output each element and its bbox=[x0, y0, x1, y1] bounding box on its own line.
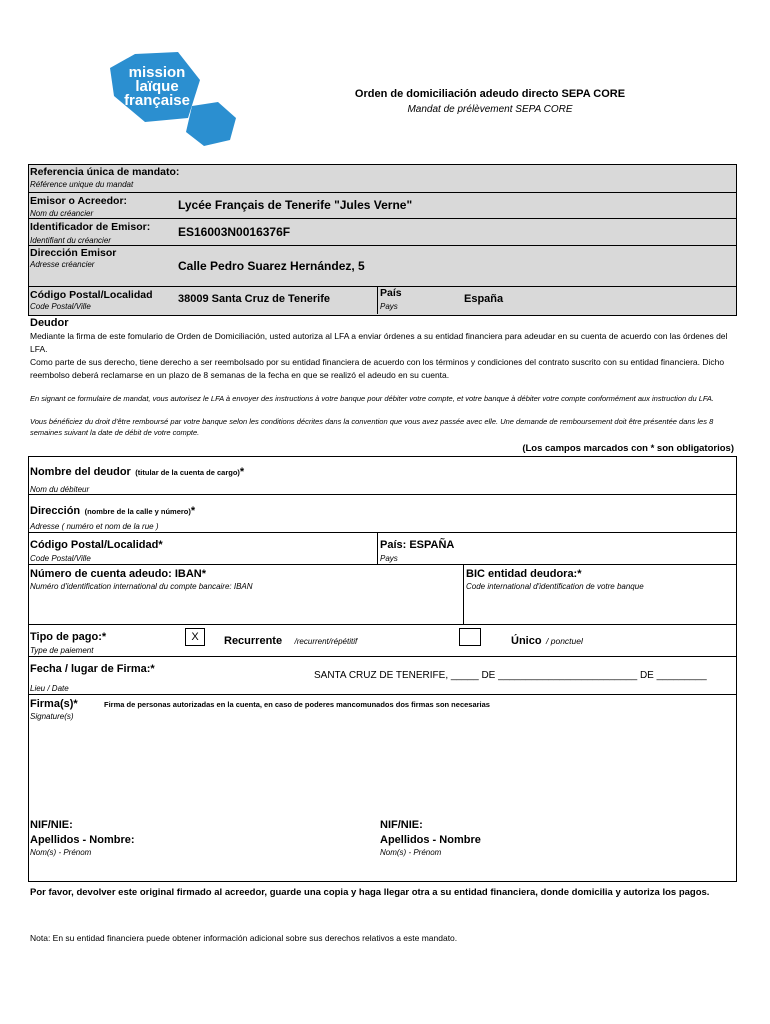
recurrente-label: Recurrente bbox=[224, 635, 283, 647]
bic-field[interactable] bbox=[466, 594, 731, 620]
unico-label: Único bbox=[511, 635, 542, 647]
pais-sub: Pays bbox=[380, 302, 398, 311]
nif-1: NIF/NIE: bbox=[30, 819, 73, 831]
ref-sub: Référence unique du mandat bbox=[30, 180, 134, 189]
page-title: Orden de domiciliación adeudo directo SEPA CORE bbox=[354, 88, 626, 100]
recurrente-fr: /recurrent/répétitif bbox=[294, 637, 358, 646]
apellidos-2: Apellidos - Nombre bbox=[380, 834, 481, 846]
addr-sub: Adresse créancier bbox=[30, 260, 95, 269]
pais-debtor-label: País: ESPAÑA bbox=[380, 539, 455, 551]
addr-label: Dirección Emisor bbox=[30, 247, 117, 259]
apellidos-1: Apellidos - Nombre: bbox=[30, 834, 135, 846]
footer-note: Nota: En su entidad financiera puede obtener información adicional sobre sus derechos relativos a este mandato. bbox=[30, 933, 458, 943]
logo-line-3: française bbox=[124, 92, 190, 109]
logo bbox=[100, 50, 240, 150]
nom-1: Nom(s) - Prénom bbox=[30, 848, 92, 857]
nom-2: Nom(s) - Prénom bbox=[380, 848, 442, 857]
nombre-paren: (titular de la cuenta de cargo) bbox=[135, 468, 240, 477]
fecha-label: Fecha / lugar de Firma:* bbox=[30, 663, 155, 675]
deudor-paragraph-2: Como parte de sus derecho, tiene derecho a ser reembolsado por su entidad financiera de acuerdo con los términos y condiciones del contrato suscrito con su entidad financiera. Dicho reembolso deberá reclamarse en un plazo de 8 semanas de la fecha en que se realizó el adeudo en su cuenta. bbox=[30, 357, 725, 380]
emisor-label: Emisor o Acreedor: bbox=[30, 195, 128, 207]
required-note: (Los campos marcados con * son obligatorios) bbox=[522, 443, 734, 454]
recurrente-checkbox[interactable]: X bbox=[185, 628, 205, 646]
emisor-value: Lycée Français de Tenerife "Jules Verne" bbox=[178, 198, 413, 212]
cp-sub: Code Postal/Ville bbox=[30, 302, 91, 311]
logo-line-2: laïque bbox=[135, 78, 179, 95]
bic-sub: Code international d'identification de votre banque bbox=[466, 582, 644, 591]
nif-2: NIF/NIE: bbox=[380, 819, 423, 831]
firma-sub: Signature(s) bbox=[30, 712, 74, 721]
cp-label: Código Postal/Localidad bbox=[30, 289, 153, 301]
id-value: ES16003N0016376F bbox=[178, 225, 291, 239]
pais-debtor-sub: Pays bbox=[380, 554, 398, 563]
direccion-sub: Adresse ( numéro et nom de la rue ) bbox=[30, 522, 159, 531]
unico-fr: / ponctuel bbox=[546, 636, 583, 646]
page-subtitle: Mandat de prélèvement SEPA CORE bbox=[407, 104, 573, 115]
fecha-sub: Lieu / Date bbox=[30, 684, 69, 693]
deudor-paragraph-1: Mediante la firma de este fomulario de Orden de Domiciliación, usted autoriza al LFA a enviar órdenes a su entidad financiera para adeudar en su cuenta de acuerdo con las órdenes del LFA. bbox=[30, 331, 728, 354]
firma-note: Firma de personas autorizadas en la cuenta, en caso de poderes mancomunados dos firmas son necesarias bbox=[104, 700, 490, 709]
tipo-sub: Type de paiement bbox=[30, 646, 94, 655]
deudor-paragraph-3: En signant ce formulaire de mandat, vous autorisez le LFA à envoyer des instructions à votre banque pour débiter votre compte, et votre banque à débiter votre compte conformément aux instruction du LFA. bbox=[30, 394, 714, 403]
addr-value: Calle Pedro Suarez Hernández, 5 bbox=[178, 259, 365, 273]
iban-sub: Numéro d'identification international du compte bancaire: IBAN bbox=[30, 582, 253, 591]
direccion-field[interactable] bbox=[220, 500, 730, 520]
cp-debtor-field[interactable] bbox=[180, 536, 370, 560]
firma-label: Firma(s)* bbox=[30, 698, 78, 710]
id-label: Identificador de Emisor: bbox=[30, 221, 151, 233]
deudor-paragraph-4: Vous bénéficiez du droit d'être remboursé par votre banque selon les conditions décrites dans la convention que vous avez passée avec elle. Une demande de remboursement doit être présentée dans les 8 semaines suivant la date de débit de votre compte. bbox=[30, 417, 714, 437]
direccion-star: * bbox=[190, 505, 196, 517]
nombre-label: Nombre del deudor bbox=[30, 466, 131, 478]
cp-debtor-sub: Code Postal/Ville bbox=[30, 554, 91, 563]
logo-line-1: mission bbox=[128, 64, 186, 81]
nombre-sub: Nom du débiteur bbox=[30, 485, 90, 494]
unico-checkbox[interactable] bbox=[459, 628, 481, 646]
cp-debtor-label: Código Postal/Localidad* bbox=[30, 539, 163, 551]
return-instructions: Por favor, devolver este original firmado al acreedor, guarde una copia y haga llegar otra a su entidad financiera, donde domicilia y autoriza los pagos. bbox=[30, 887, 710, 898]
emisor-sub: Nom du créancier bbox=[30, 209, 94, 218]
pais-value: España bbox=[464, 293, 504, 305]
pais-label: País bbox=[380, 287, 402, 299]
ref-label: Referencia única de mandato: bbox=[30, 166, 180, 178]
nombre-star: * bbox=[239, 466, 245, 478]
direccion-label: Dirección bbox=[30, 505, 81, 517]
tipo-label: Tipo de pago:* bbox=[30, 631, 107, 643]
id-sub: Identifiant du créancier bbox=[30, 236, 111, 245]
signature-area[interactable] bbox=[30, 722, 730, 814]
iban-label: Número de cuenta adeudo: IBAN* bbox=[30, 568, 207, 580]
bic-label: BIC entidad deudora:* bbox=[466, 568, 582, 580]
nombre-field[interactable] bbox=[260, 462, 730, 482]
deudor-heading: Deudor bbox=[30, 317, 69, 329]
cp-value: 38009 Santa Cruz de Tenerife bbox=[178, 293, 331, 305]
iban-field[interactable] bbox=[30, 594, 458, 620]
fecha-value[interactable]: SANTA CRUZ DE TENERIFE, _____ DE _________________________ DE _________ bbox=[314, 670, 707, 681]
direccion-paren: (nombre de la calle y número) bbox=[84, 507, 191, 516]
